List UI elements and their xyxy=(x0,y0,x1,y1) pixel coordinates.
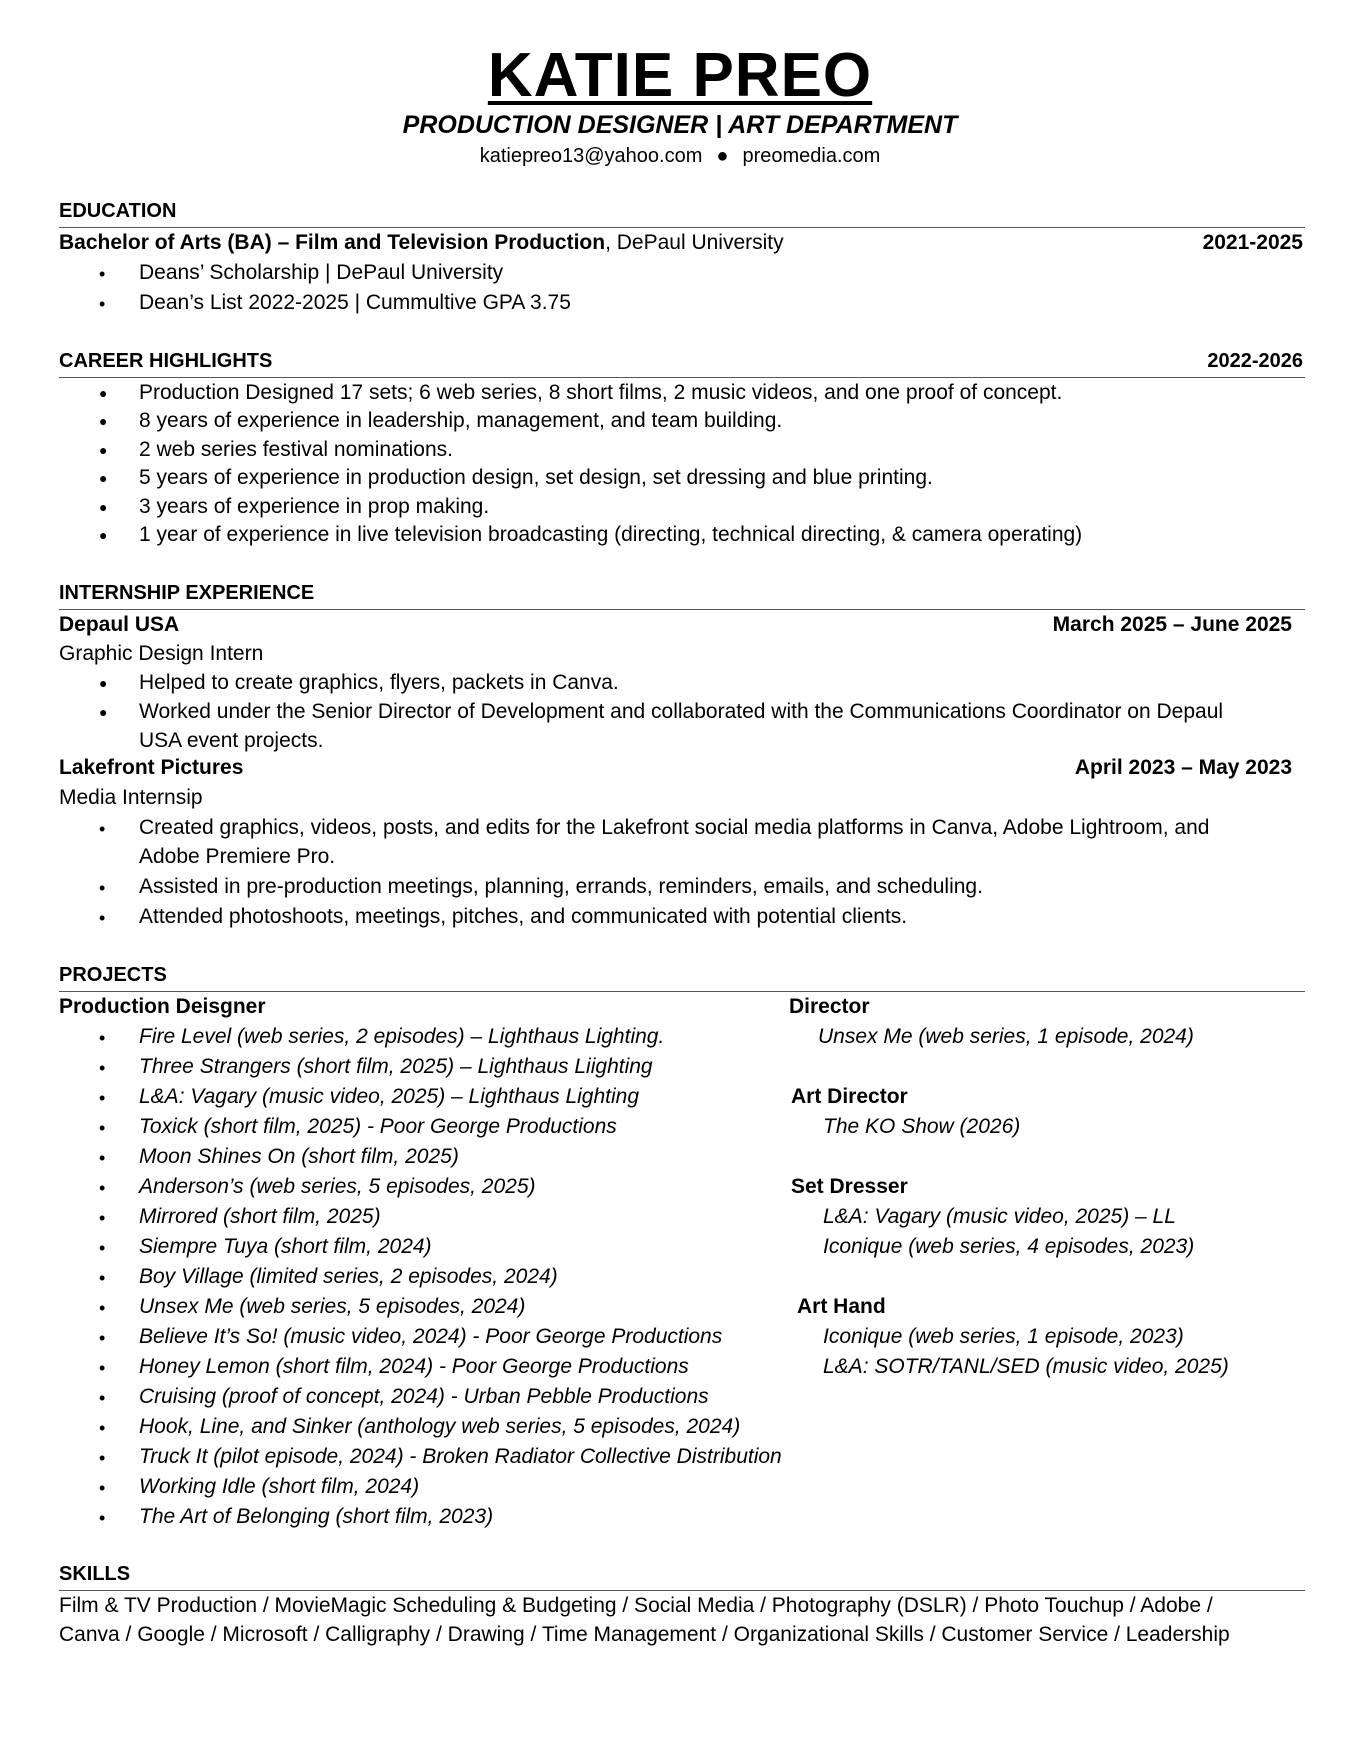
bullet-icon: • xyxy=(99,1088,106,1108)
project-item: Truck It (pilot episode, 2024) - Broken Radiator Collective Distribution xyxy=(139,1445,782,1468)
bullet-icon: • xyxy=(99,1388,106,1408)
job-role: Graphic Design Intern xyxy=(59,642,264,665)
project-item: Honey Lemon (short film, 2024) - Poor George Productions xyxy=(139,1355,689,1378)
project-item: Mirrored (short film, 2025) xyxy=(139,1205,381,1228)
bullet-icon: • xyxy=(99,1358,106,1378)
bullet-icon: ● xyxy=(99,442,108,458)
internship-heading: INTERNSHIP EXPERIENCE xyxy=(59,582,315,604)
career-item: 1 year of experience in live television broadcasting (directing, technical directing, & camera operating) xyxy=(139,523,1083,546)
bullet-icon: • xyxy=(99,1028,106,1048)
bullet-icon: • xyxy=(99,1208,106,1228)
skills-heading: SKILLS xyxy=(59,1563,131,1585)
projects-heading: PROJECTS xyxy=(59,964,167,986)
project-item: The Art of Belonging (short film, 2023) xyxy=(139,1505,494,1528)
project-item: L&A: Vagary (music video, 2025) – Lighthaus Lighting xyxy=(139,1085,640,1108)
project-item: Anderson’s (web series, 5 episodes, 2025) xyxy=(139,1175,536,1198)
skills-line: Film & TV Production / MovieMagic Scheduling & Budgeting / Social Media / Photography (DSLR) / Photo Touchup / Adobe / xyxy=(59,1594,1213,1617)
job-company: Lakefront Pictures xyxy=(59,756,244,779)
career-item: Production Designed 17 sets; 6 web series, 8 short films, 2 music videos, and one proof of concept. xyxy=(139,381,1063,404)
projects-rule xyxy=(59,991,1305,992)
project-item: Hook, Line, and Sinker (anthology web series, 5 episodes, 2024) xyxy=(139,1415,741,1438)
bullet-icon: ● xyxy=(99,527,108,543)
bullet-icon: ● xyxy=(99,385,108,401)
set-dresser-item: L&A: Vagary (music video, 2025) – LL xyxy=(823,1205,1176,1228)
career-years: 2022-2026 xyxy=(1207,350,1303,372)
bullet-icon: • xyxy=(99,1238,106,1258)
set-dresser-heading: Set Dresser xyxy=(791,1175,908,1198)
education-item: Deans’ Scholarship | DePaul University xyxy=(139,261,504,284)
website-link[interactable]: preomedia.com xyxy=(742,145,881,167)
bullet-icon: ● xyxy=(99,470,108,486)
bullet-icon: • xyxy=(99,1118,106,1138)
bullet-icon: ● xyxy=(99,704,108,720)
bullet-icon: • xyxy=(99,1448,106,1468)
production-designer-heading: Production Deisgner xyxy=(59,995,266,1018)
bullet-icon: • xyxy=(99,819,106,839)
education-degree-line xyxy=(59,229,784,257)
job-company: Depaul USA xyxy=(59,613,180,636)
bullet-icon: • xyxy=(99,1148,106,1168)
degree-school: , DePaul University xyxy=(605,231,784,254)
skills-line: Canva / Google / Microsoft / Calligraphy / Drawing / Time Management / Organizational Skills / Customer Service / Leadership xyxy=(59,1623,1230,1646)
bullet-icon: • xyxy=(99,908,106,928)
project-item: Fire Level (web series, 2 episodes) – Lighthaus Lighting. xyxy=(139,1025,665,1048)
project-item: Moon Shines On (short film, 2025) xyxy=(139,1145,459,1168)
job-item: Attended photoshoots, meetings, pitches, and communicated with potential clients. xyxy=(139,905,908,928)
job-item: Helped to create graphics, flyers, packets in Canva. xyxy=(139,671,619,694)
project-item: Cruising (proof of concept, 2024) - Urban Pebble Productions xyxy=(139,1385,709,1408)
job-dates: March 2025 – June 2025 xyxy=(1052,613,1292,636)
education-rule xyxy=(59,227,1305,228)
job-role: Media Internsip xyxy=(59,786,203,809)
project-item: Working Idle (short film, 2024) xyxy=(139,1475,420,1498)
project-item: Believe It’s So! (music video, 2024) - Poor George Productions xyxy=(139,1325,723,1348)
project-item: Three Strangers (short film, 2025) – Lighthaus Liighting xyxy=(139,1055,653,1078)
director-heading: Director xyxy=(789,995,870,1018)
bullet-icon: • xyxy=(99,878,106,898)
bullet-icon: • xyxy=(99,1298,106,1318)
set-dresser-item: Iconique (web series, 4 episodes, 2023) xyxy=(823,1235,1195,1258)
art-hand-item: L&A: SOTR/TANL/SED (music video, 2025) xyxy=(823,1355,1229,1378)
job-dates: April 2023 – May 2023 xyxy=(1074,756,1292,779)
bullet-icon: ● xyxy=(99,413,108,429)
art-hand-item: Iconique (web series, 1 episode, 2023) xyxy=(823,1325,1184,1348)
bullet-icon: ● xyxy=(99,499,108,515)
project-item: Unsex Me (web series, 5 episodes, 2024) xyxy=(139,1295,526,1318)
bullet-icon: • xyxy=(99,1418,106,1438)
email-link[interactable]: katiepreo13@yahoo.com xyxy=(479,145,703,167)
bullet-icon: • xyxy=(99,1058,106,1078)
skills-rule xyxy=(59,1590,1305,1591)
bullet-icon: • xyxy=(99,294,106,314)
bullet-icon: • xyxy=(99,1328,106,1348)
contact-line xyxy=(0,143,1360,169)
art-director-heading: Art Director xyxy=(791,1085,908,1108)
career-heading: CAREER HIGHLIGHTS xyxy=(59,350,273,372)
education-item: Dean’s List 2022-2025 | Cummultive GPA 3.75 xyxy=(139,291,571,314)
career-item: 5 years of experience in production design, set design, set dressing and blue printing. xyxy=(139,466,933,489)
bullet-icon: • xyxy=(99,1478,106,1498)
project-item: Boy Village (limited series, 2 episodes, 2024) xyxy=(139,1265,558,1288)
project-item: Siempre Tuya (short film, 2024) xyxy=(139,1235,432,1258)
internship-rule xyxy=(59,609,1305,610)
bullet-icon: • xyxy=(99,1268,106,1288)
resume-name: KATIE PREO xyxy=(487,41,873,110)
career-item: 8 years of experience in leadership, management, and team building. xyxy=(139,409,783,432)
art-hand-heading: Art Hand xyxy=(797,1295,886,1318)
degree-title: Bachelor of Arts (BA) – Film and Television Production xyxy=(59,231,606,254)
education-years: 2021-2025 xyxy=(1202,231,1303,254)
job-item: Worked under the Senior Director of Development and collaborated with the Communications Coordinator on Depaul xyxy=(139,700,1224,723)
career-item: 3 years of experience in prop making. xyxy=(139,495,490,518)
career-rule xyxy=(59,377,1305,378)
director-item: Unsex Me (web series, 1 episode, 2024) xyxy=(818,1025,1194,1048)
job-item: Assisted in pre-production meetings, planning, errands, reminders, emails, and scheduling. xyxy=(139,875,983,898)
job-item-continued: USA event projects. xyxy=(139,729,324,752)
art-director-item: The KO Show (2026) xyxy=(823,1115,1021,1138)
bullet-icon: ● xyxy=(99,675,108,691)
separator-dot: ● xyxy=(716,145,729,167)
job-item: Created graphics, videos, posts, and edits for the Lakefront social media platforms in Canva, Adobe Lightroom, and xyxy=(139,816,1210,839)
bullet-icon: • xyxy=(99,1508,106,1528)
bullet-icon: • xyxy=(99,1178,106,1198)
resume-subtitle: PRODUCTION DESIGNER | ART DEPARTMENT xyxy=(402,111,958,139)
career-item: 2 web series festival nominations. xyxy=(139,438,453,461)
bullet-icon: • xyxy=(99,264,106,284)
project-item: Toxick (short film, 2025) - Poor George Productions xyxy=(139,1115,617,1138)
job-item-continued: Adobe Premiere Pro. xyxy=(139,845,336,868)
education-heading: EDUCATION xyxy=(59,200,177,222)
